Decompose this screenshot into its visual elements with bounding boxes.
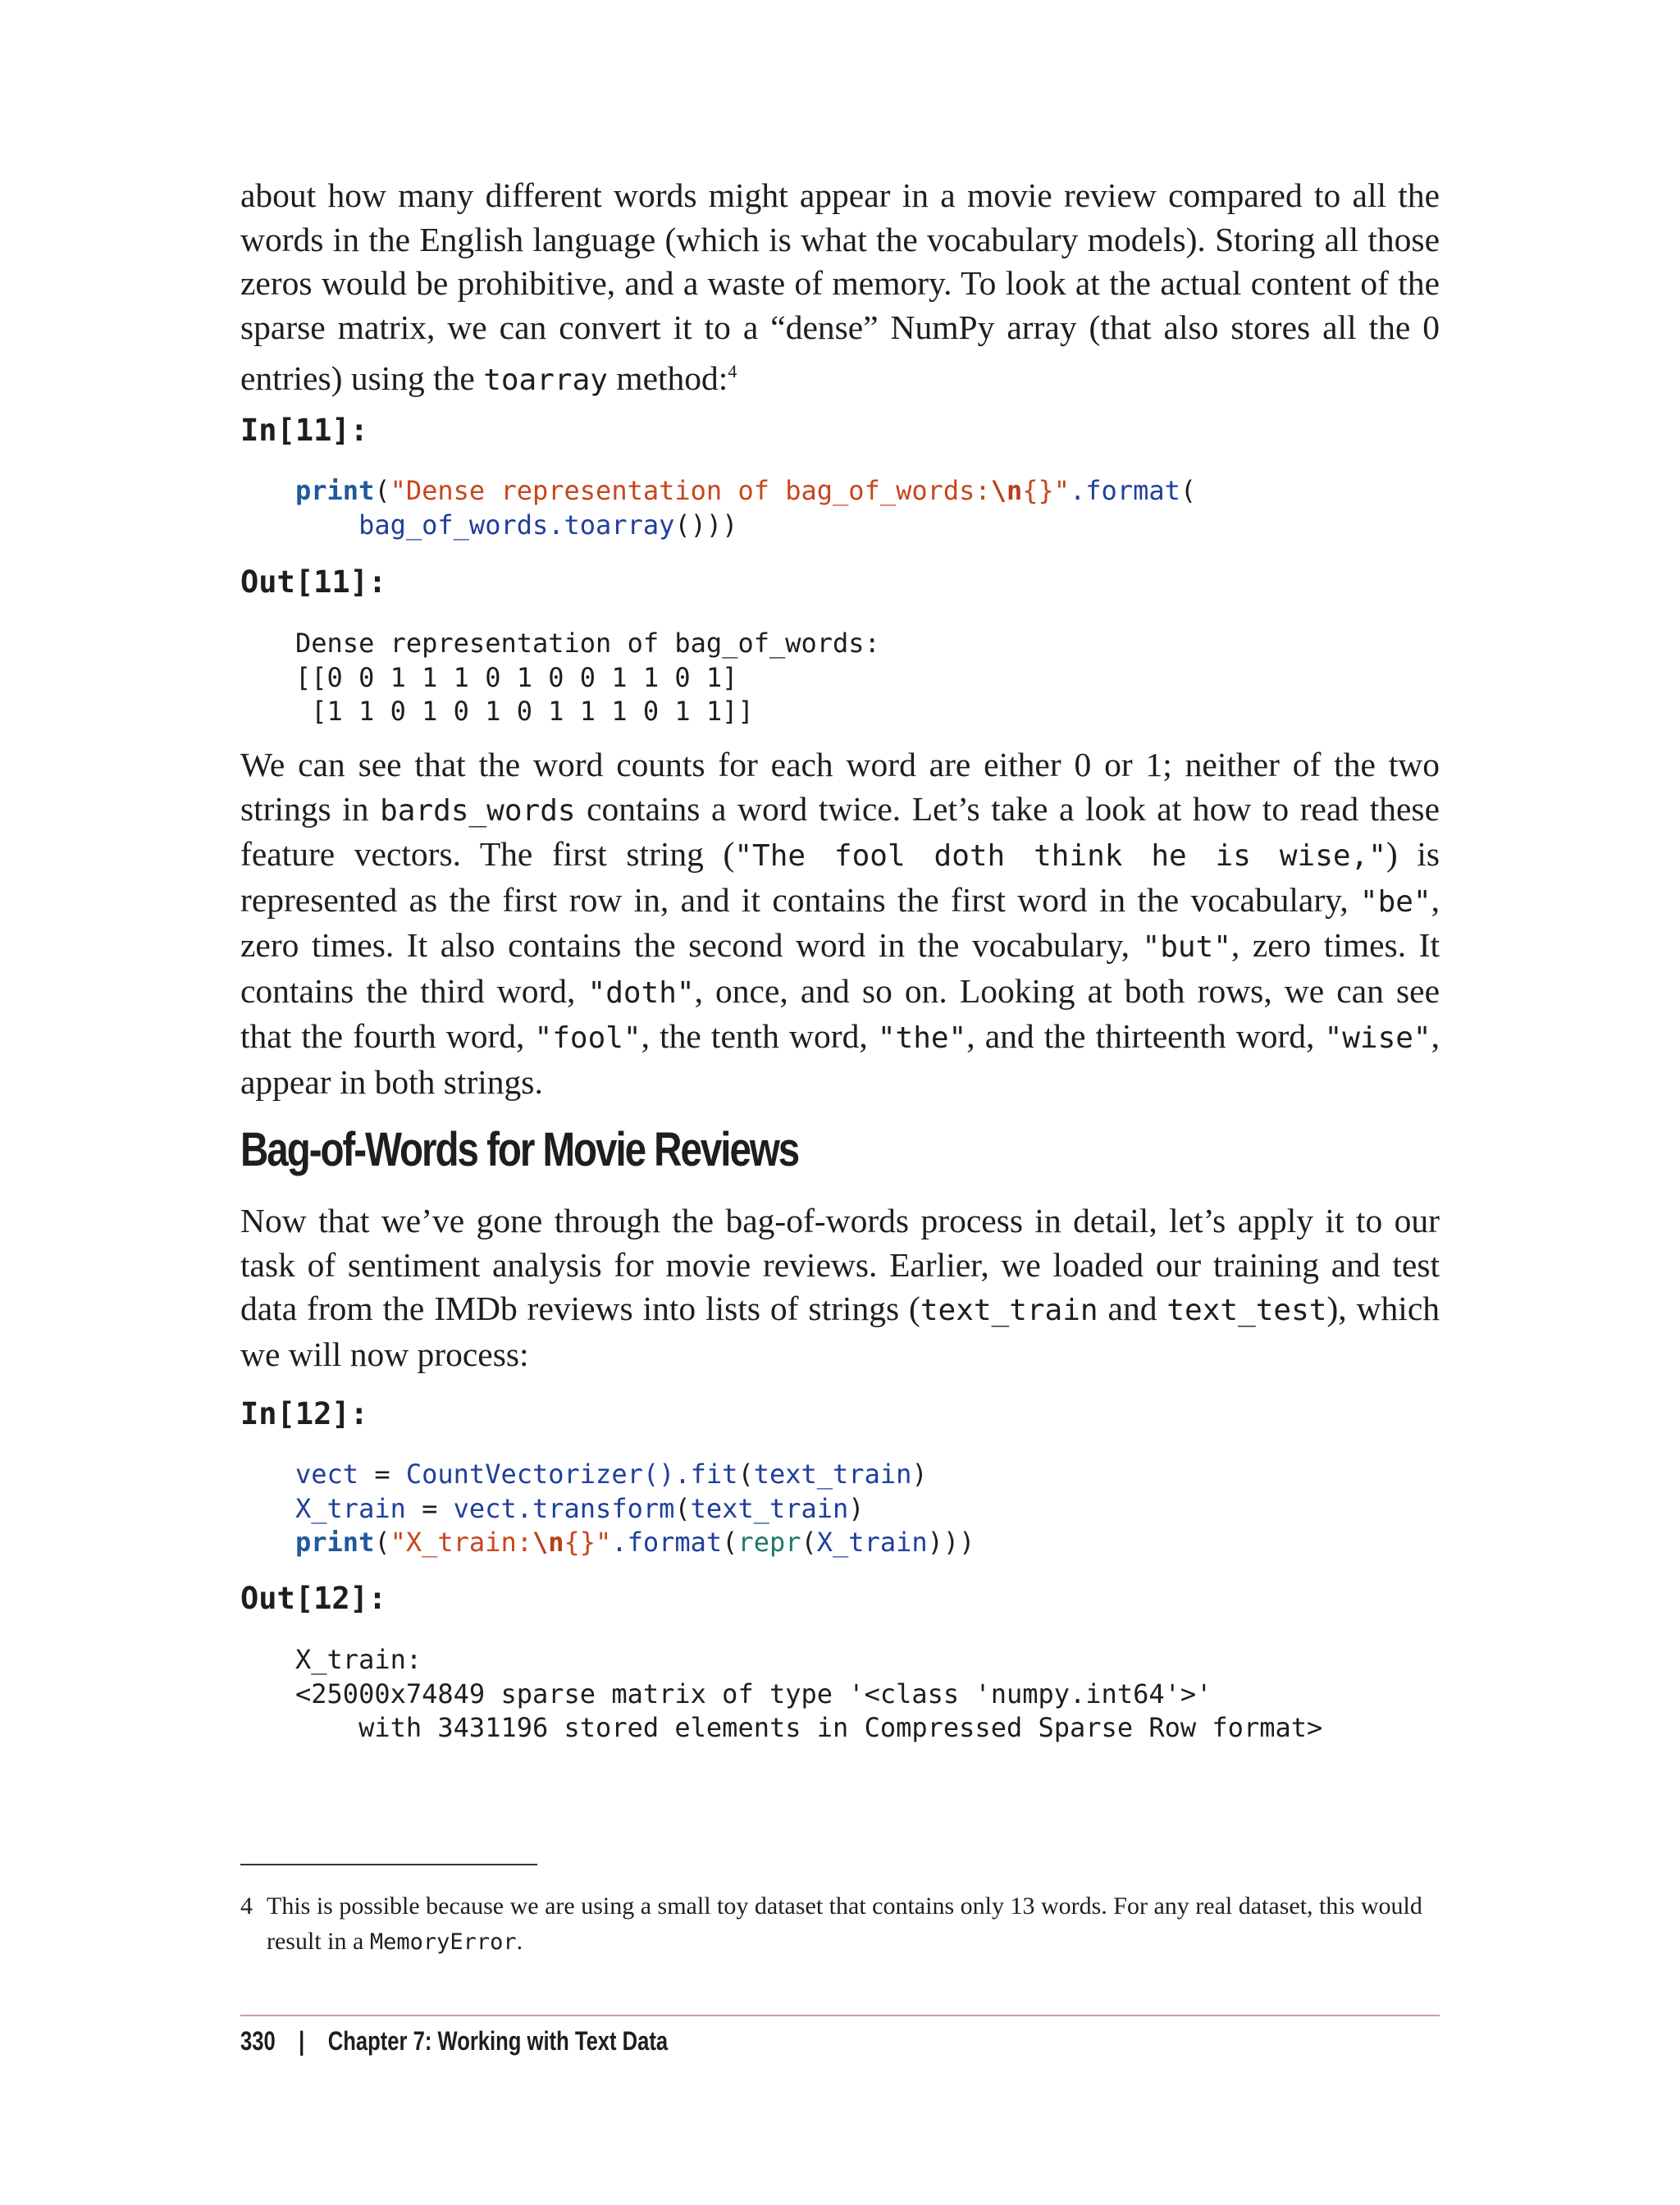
- explanation-paragraph: We can see that the word counts for each word are either 0 or 1; neither of the two strings in bards_words contains a word twice. Let’s take a look at how to read these feature vectors. The first string ("The fool doth think he is wise,") is represented as the first row in, and it contains the first word in the vocabulary, "be", zero times. It also contains the second word in the vocabulary, "but", zero times. It contains the third word, "doth", once, and so on. Looking at both rows, we can see that the fourth word, "fool", the tenth word, "the", and the thirteenth word, "wise", appear in both strings.: [240, 746, 1440, 1101]
- intro-paragraph: about how many different words might appear in a movie review compared to all the words in the English language (which is what the vocabulary models). Storing all those zeros would be prohibitive, and a waste of memory. To look at the actual content of the sparse matrix, we can convert it to a “dense” NumPy array (that also stores all the 0 entries) using the toarray method:$^4$: [240, 176, 1440, 397]
- footnote: 4 This is possible because we are using a small toy dataset that contains only 13 words. For any real dataset, this would result in a MemoryError.: [240, 1888, 1440, 1960]
- code-cell-12: vect = CountVectorizer().fit(text_train) X_train = vect.transform(text_train) print("X_train:\n{}".format(repr(X_train))): [295, 1459, 975, 1558]
- input-prompt-11: In[11]:: [240, 413, 368, 448]
- output-cell-12: X_train: <25000x74849 sparse matrix of type '<class 'numpy.int64'>' with 3431196 stored elements in Compressed Sparse Row format>: [295, 1644, 1323, 1743]
- output-cell-11: Dense representation of bag_of_words: [[0 0 1 1 1 0 1 0 0 1 1 0 1] [1 1 0 1 0 1 0 1 1 1 0 1 1]]: [295, 628, 880, 727]
- footer-separator: |: [299, 2026, 305, 2056]
- page-footer: [240, 2026, 668, 2057]
- footer-divider: [240, 2015, 1440, 2016]
- section-paragraph: Now that we’ve gone through the bag-of-words process in detail, let’s apply it to our task of sentiment analysis for movie reviews. Earlier, we loaded our training and test data from the IMDb reviews into lists of strings (text_train and text_test), which we will now process:: [240, 1202, 1440, 1373]
- output-prompt-12: Out[12]:: [240, 1581, 387, 1616]
- input-prompt-12: In[12]:: [240, 1396, 368, 1431]
- footnote-ref[interactable]: 4: [728, 361, 737, 381]
- code-cell-11: print("Dense representation of bag_of_words:\n{}".format( bag_of_words.toarray())): [295, 475, 1197, 541]
- inline-code: toarray: [483, 363, 608, 397]
- output-prompt-11: Out[11]:: [240, 564, 387, 600]
- section-heading: Bag-of-Words for Movie Reviews: [240, 1123, 799, 1176]
- chapter-title: Chapter 7: Working with Text Data: [327, 2026, 669, 2056]
- footnote-number: 4: [240, 1892, 253, 1920]
- footnote-divider: [240, 1864, 537, 1865]
- page-number: 330: [240, 2026, 276, 2056]
